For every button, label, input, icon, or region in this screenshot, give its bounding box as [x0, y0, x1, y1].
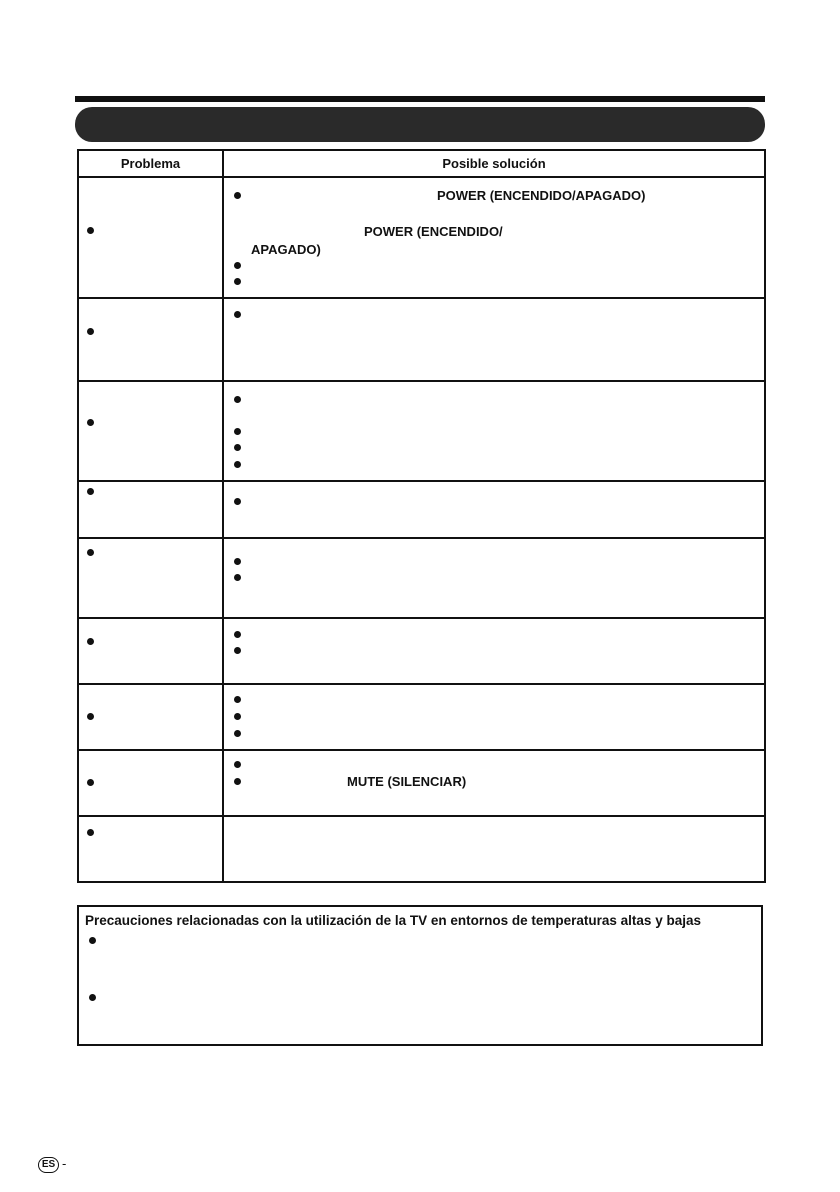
bullet-icon: [234, 311, 241, 318]
precautions-box: [77, 905, 763, 1046]
bullet-icon: [234, 778, 241, 785]
bullet-icon: [234, 761, 241, 768]
problem-cell: [78, 298, 223, 381]
bullet-icon: [234, 461, 241, 468]
bullet-icon: [87, 419, 94, 426]
table-row: [78, 684, 765, 750]
bullet-icon: [234, 262, 241, 269]
problem-cell: [78, 618, 223, 684]
solution-cell: [223, 381, 765, 481]
solution-cell: [223, 816, 765, 882]
bullet-icon: [234, 713, 241, 720]
bullet-icon: [234, 730, 241, 737]
problem-cell: [78, 750, 223, 816]
problem-cell: [78, 816, 223, 882]
solution-cell: [223, 750, 765, 816]
bullet-icon: [234, 574, 241, 581]
power-button-label-part1: POWER (ENCENDIDO/: [364, 224, 503, 239]
bullet-icon: [89, 937, 96, 944]
solution-cell: [223, 481, 765, 538]
bullet-icon: [234, 192, 241, 199]
bullet-icon: [234, 696, 241, 703]
bullet-icon: [234, 278, 241, 285]
problem-cell: [78, 381, 223, 481]
table-row: [78, 298, 765, 381]
page-number-dash: -: [62, 1156, 67, 1171]
mute-button-label: MUTE (SILENCIAR): [347, 774, 467, 789]
problem-cell: [78, 177, 223, 298]
table-row: [78, 816, 765, 882]
power-button-label-part2: APAGADO): [251, 242, 321, 257]
bullet-icon: [234, 428, 241, 435]
bullet-icon: [87, 549, 94, 556]
header-solution: Posible solución: [223, 150, 765, 177]
bullet-icon: [87, 488, 94, 495]
bullet-icon: [234, 396, 241, 403]
solution-cell: [223, 298, 765, 381]
solution-cell: [223, 177, 765, 298]
solution-cell: [223, 538, 765, 618]
bullet-icon: [87, 227, 94, 234]
table-row: [78, 618, 765, 684]
problem-cell: [78, 684, 223, 750]
bullet-icon: [87, 638, 94, 645]
language-badge: ES: [38, 1157, 59, 1173]
problem-cell: [78, 538, 223, 618]
bullet-icon: [234, 647, 241, 654]
table-row: [78, 750, 765, 816]
bullet-icon: [89, 994, 96, 1001]
problem-cell: [78, 481, 223, 538]
bullet-icon: [87, 779, 94, 786]
table-header-row: [78, 150, 765, 177]
bullet-icon: [87, 328, 94, 335]
bullet-icon: [234, 558, 241, 565]
table-row: [78, 381, 765, 481]
bullet-icon: [234, 498, 241, 505]
troubleshooting-table: [77, 149, 766, 883]
power-button-label: POWER (ENCENDIDO/APAGADO): [437, 188, 646, 203]
table-row: [78, 538, 765, 618]
section-title-bar: [75, 107, 765, 142]
solution-cell: [223, 618, 765, 684]
bullet-icon: [234, 631, 241, 638]
table-row: [78, 481, 765, 538]
solution-cell: [223, 684, 765, 750]
bullet-icon: [234, 444, 241, 451]
top-rule: [75, 96, 765, 102]
header-problem: Problema: [78, 150, 223, 177]
precautions-heading: Precauciones relacionadas con la utilización de la TV en entornos de temperaturas altas y bajas: [85, 913, 701, 928]
bullet-icon: [87, 713, 94, 720]
table-row: [78, 177, 765, 298]
bullet-icon: [87, 829, 94, 836]
